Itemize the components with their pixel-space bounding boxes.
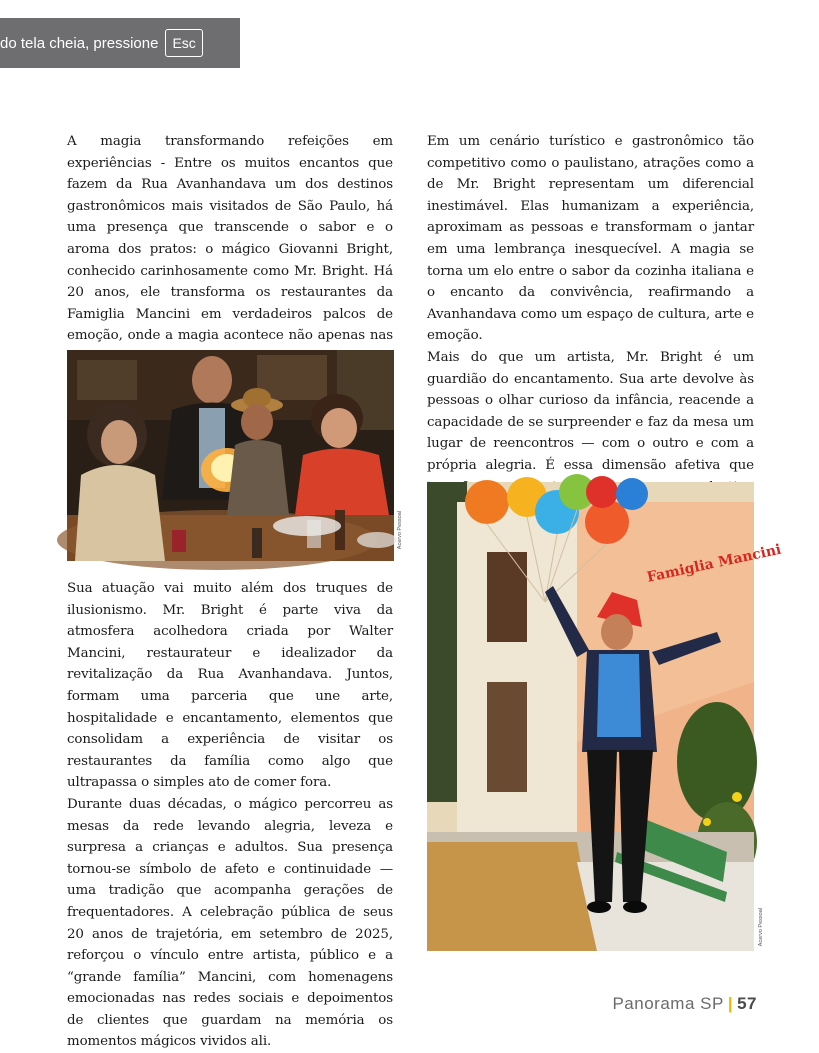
article-paragraph: Mais do que um artista, Mr. Bright é um guardião do encantamento. Sua arte devolve às pessoas o olhar curioso da infância, reacende a capacidade de se surpreender e faz da mesa um lugar de reencontros — com o outro e com a própria alegria. É essa dimensão afetiva que [427, 349, 754, 473]
esc-key-badge: Esc [165, 29, 202, 57]
page-number: 57 [737, 994, 757, 1013]
dinner-photo-illustration [67, 350, 394, 561]
fullscreen-hint-text: do tela cheia, pressione [0, 34, 159, 52]
fullscreen-exit-hint [0, 18, 240, 68]
article-paragraph: A magia transformando refeições em experiências - Entre os muitos encantos que fazem da Rua Avanhandava um dos destinos gastronômicos mais visitados de São Paulo, há uma presença que transcende o sabor e o aroma dos pratos: o mágico Giovanni Bright, conhecido carinhosamente como Mr. Bright. Há 20 anos, ele transforma os restaurantes da Famiglia Mancini em verdadeiros palcos de emoção, onde a magia acontece não apenas nas [67, 134, 393, 344]
footer-separator: | [727, 994, 734, 1013]
article-paragraph: Durante duas décadas, o mágico percorreu as mesas da rede levando alegria, leveza e surpresa a crianças e adultos. Sua presença tornou-se símbolo de afeto e continuidade — uma tradição que acompanha gerações de frequentadores. A celebração pública de seus 20 anos de trajetória, em setembro de 2025, reforçou o vínculo entre artista, público e a “grande família” Mancini, com homenagens emocionadas nas redes sociais e depoimentos de clientes que guardam na memória os momentos mágicos vividos ali. [67, 796, 393, 1050]
restaurant-sign-text: Famiglia Mancini [645, 541, 783, 586]
photo-credit: Acervo Pessoal [397, 511, 403, 550]
article-paragraph: Sua atuação vai muito além dos truques de ilusionismo. Mr. Bright é parte viva da atmosfera acolhedora criada por Walter Mancini, restaurateur e idealizador da revitalização da Rua Avanhandava. Juntos, formam uma parceria que une arte, hospitalidade e encantamento, elementos que consolidam a experiência de visitar os restaurantes da família como algo que ultrapassa o simples ato de comer fora. [67, 581, 393, 791]
article-column-left-top [67, 131, 393, 369]
photo-credit: Acervo Pessoal [758, 908, 764, 947]
page-footer [612, 994, 757, 1014]
publication-name: Panorama SP [612, 994, 724, 1013]
article-column-left-bottom [67, 578, 393, 1053]
article-paragraph: Em um cenário turístico e gastronômico tão competitivo como o paulistano, atrações como a de Mr. Bright representam um diferencial inestimável. Elas humanizam a experiência, aproximam as pessoas e transformam o jantar em uma lembrança inesquecível. A magia se torna um elo entre o sabor da cozinha italiana e o encanto da convivência, reafirmando a Avanhandava como um espaço de cultura, arte e emoção. [427, 134, 754, 344]
dinner-table-photo [67, 350, 394, 561]
